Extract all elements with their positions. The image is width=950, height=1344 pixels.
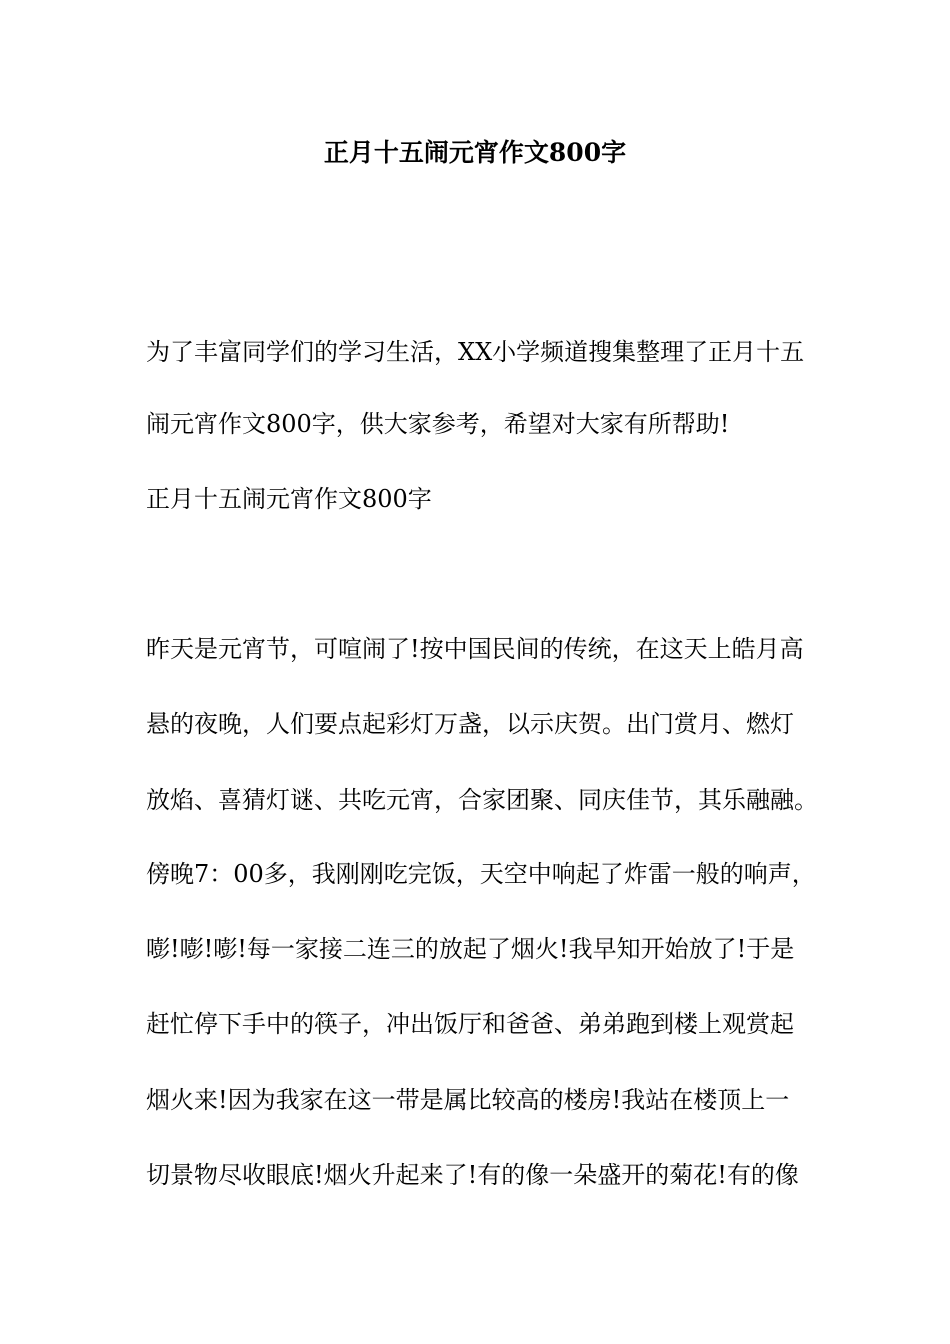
body-line-7: 烟火来!因为我家在这一带是属比较高的楼房!我站在楼顶上一 — [146, 1086, 790, 1114]
body-line-2: 悬的夜晚，人们要点起彩灯万盏，以示庆贺。出门赏月、燃灯 — [146, 710, 794, 738]
body-line-8: 切景物尽收眼底!烟火升起来了!有的像一朵盛开的菊花!有的像 — [146, 1161, 799, 1189]
body-line-3: 放焰、喜猜灯谜、共吃元宵，合家团聚、同庆佳节，其乐融融。 — [146, 786, 818, 814]
body-line-4: 傍晚7：00多，我刚刚吃完饭，天空中响起了炸雷一般的响声， — [146, 860, 816, 888]
body-line-6: 赶忙停下手中的筷子，冲出饭厅和爸爸、弟弟跑到楼上观赏起 — [146, 1010, 794, 1038]
body-line-5: 嘭!嘭!嘭!每一家接二连三的放起了烟火!我早知开始放了!于是 — [146, 935, 795, 963]
intro-line-1: 为了丰富同学们的学习生活，XX小学频道搜集整理了正月十五 — [146, 338, 805, 366]
body-line-1: 昨天是元宵节，可喧闹了!按中国民间的传统，在这天上皓月高 — [146, 635, 804, 663]
document-title: 正月十五闹元宵作文800字 — [323, 138, 627, 167]
intro-line-2: 闹元宵作文800字，供大家参考，希望对大家有所帮助! — [146, 410, 730, 438]
section-heading: 正月十五闹元宵作文800字 — [146, 485, 432, 513]
